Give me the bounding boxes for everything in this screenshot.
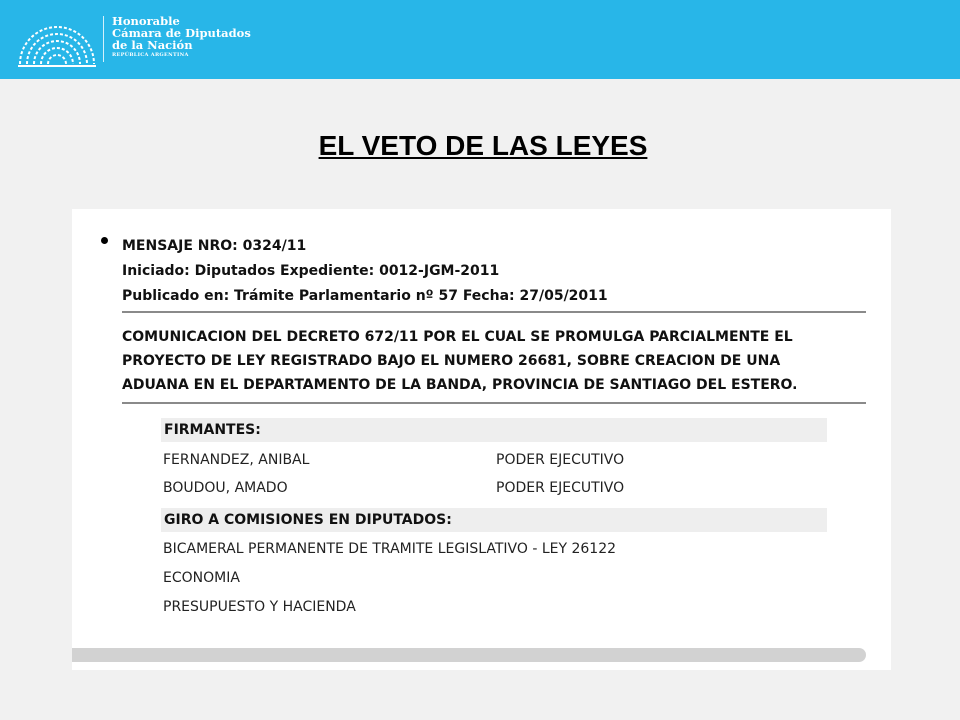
firmante-role: PODER EJECUTIVO <box>496 480 625 496</box>
giro-heading: GIRO A COMISIONES EN DIPUTADOS: <box>161 508 827 532</box>
bullet-icon <box>101 237 108 244</box>
divider <box>122 402 866 404</box>
institution-name <box>112 15 251 60</box>
summary-line: PROYECTO DE LEY REGISTRADO BAJO EL NUMERO 26681, SOBRE CREACION DE UNA <box>122 353 781 369</box>
divider <box>122 311 866 313</box>
institution-country: REPÚBLICA ARGENTINA <box>112 52 189 58</box>
summary-line: ADUANA EN EL DEPARTAMENTO DE LA BANDA, PROVINCIA DE SANTIAGO DEL ESTERO. <box>122 377 798 393</box>
summary-line: COMUNICACION DEL DECRETO 672/11 POR EL CUAL SE PROMULGA PARCIALMENTE EL <box>122 329 793 345</box>
meta-line: MENSAJE NRO: 0324/11 <box>122 238 307 254</box>
logo-divider <box>103 16 104 62</box>
firmantes-heading: FIRMANTES: <box>161 418 827 442</box>
chamber-logo-icon <box>14 8 100 70</box>
comision-item: BICAMERAL PERMANENTE DE TRAMITE LEGISLATIVO - LEY 26122 <box>163 541 617 557</box>
firmante-role: PODER EJECUTIVO <box>496 452 625 468</box>
meta-line: Publicado en: Trámite Parlamentario nº 57 Fecha: 27/05/2011 <box>122 288 608 304</box>
institution-line: Cámara de Diputados <box>112 26 251 40</box>
comision-item: PRESUPUESTO Y HACIENDA <box>163 599 356 615</box>
meta-line: Iniciado: Diputados Expediente: 0012-JGM-2011 <box>122 263 500 279</box>
horizontal-scrollbar[interactable] <box>72 648 866 662</box>
comision-item: ECONOMIA <box>163 570 240 586</box>
firmante-name: FERNANDEZ, ANIBAL <box>163 452 310 468</box>
document-screenshot <box>72 209 891 670</box>
firmante-name: BOUDOU, AMADO <box>163 480 288 496</box>
institution-line: Honorable <box>112 14 180 28</box>
institution-line: de la Nación <box>112 38 193 52</box>
slide-title: EL VETO DE LAS LEYES <box>318 130 648 161</box>
document-summary <box>122 325 872 397</box>
document-meta <box>122 234 608 309</box>
header-bar <box>0 0 960 79</box>
